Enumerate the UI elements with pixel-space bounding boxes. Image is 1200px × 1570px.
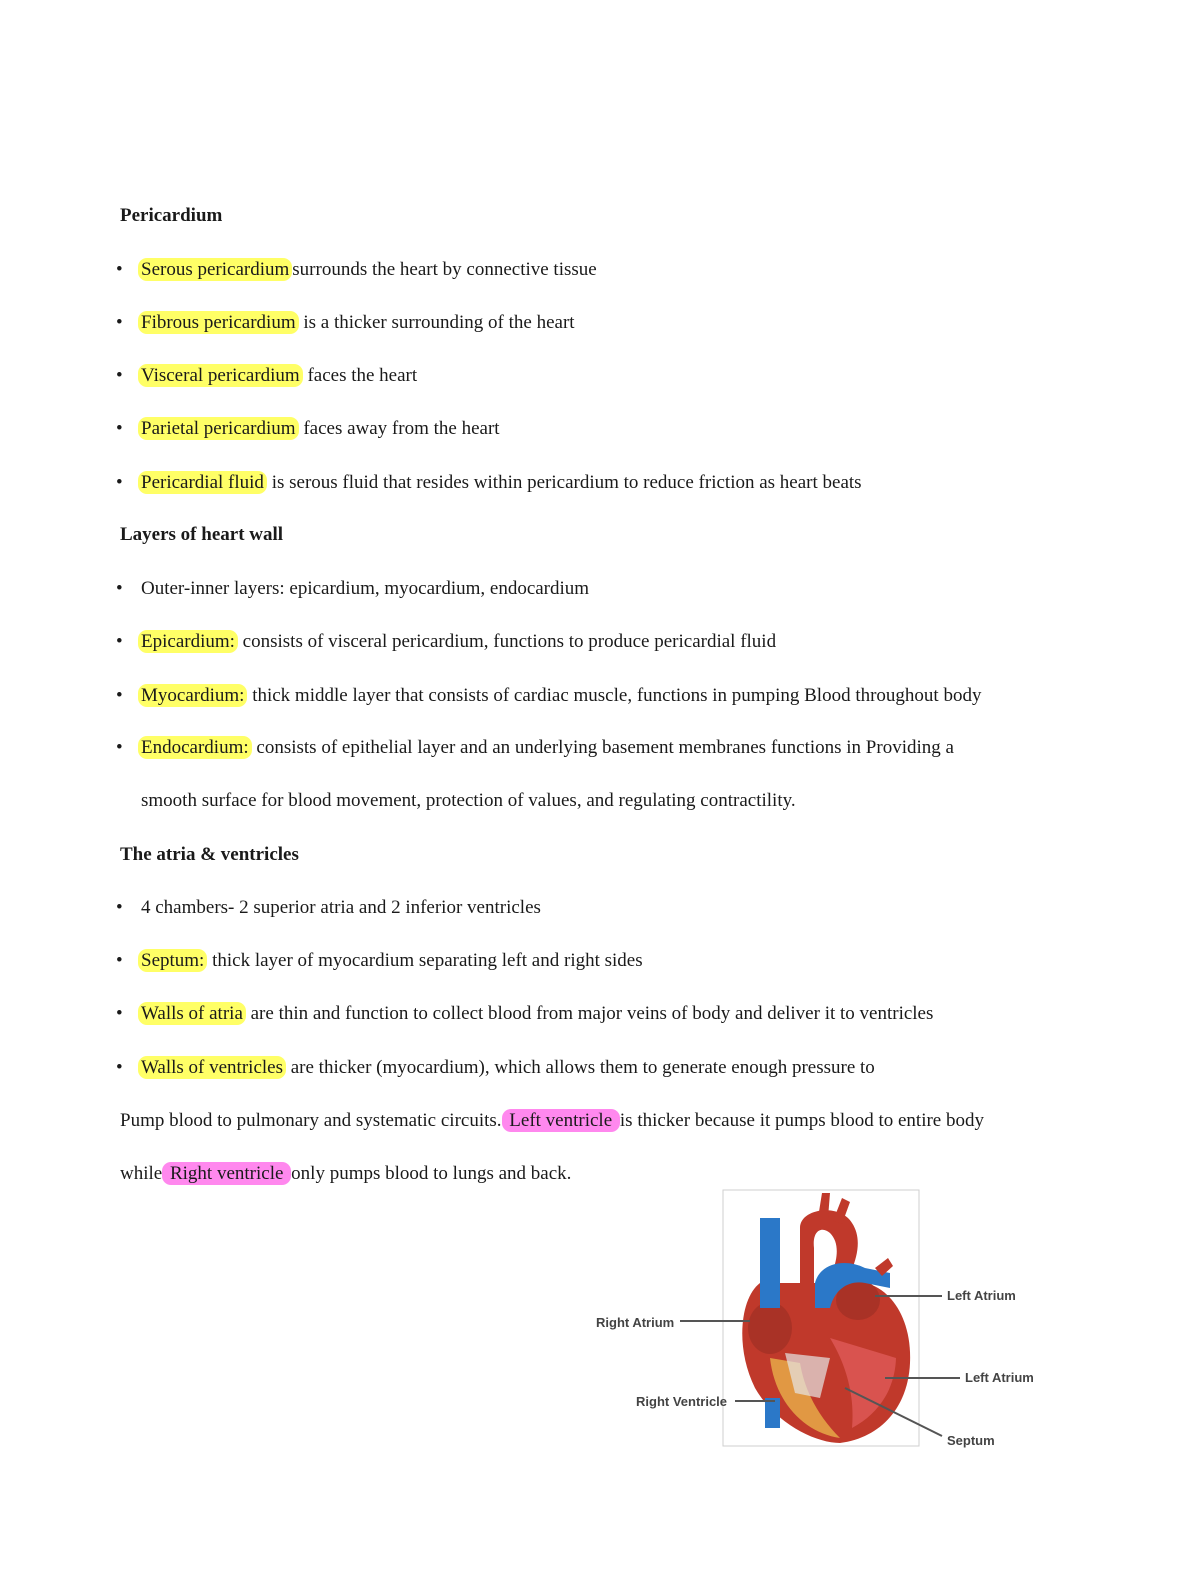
bullet: • (116, 737, 123, 758)
highlighted-term: Walls of ventricles (138, 1056, 286, 1079)
item-text: 4 chambers- 2 superior atria and 2 inferior ventricles (141, 897, 541, 918)
label-left-atrium: Left Atrium (947, 1288, 1016, 1303)
bullet: • (116, 631, 123, 652)
item-text: are thicker (myocardium), which allows them to generate enough pressure to (285, 1057, 875, 1078)
paragraph-text: only pumps blood to lungs and back. (291, 1163, 572, 1184)
label-left-atrium-lower: Left Atrium (965, 1370, 1034, 1385)
item-text: surrounds the heart by connective tissue (292, 259, 597, 280)
item-text: thick layer of myocardium separating left and right sides (207, 950, 643, 971)
paragraph-text: Pump blood to pulmonary and systematic circuits. (120, 1110, 502, 1131)
paragraph-line (120, 1109, 984, 1133)
item-text: thick middle layer that consists of cardiac muscle, functions in pumping Blood throughout body (247, 685, 982, 706)
highlighted-term: Walls of atria (138, 1002, 246, 1025)
item-text: consists of epithelial layer and an underlying basement membranes functions in Providing a (251, 737, 954, 758)
bullet: • (116, 472, 123, 493)
highlighted-term: Pericardial fluid (138, 471, 267, 494)
bullet: • (116, 365, 123, 386)
label-right-atrium: Right Atrium (596, 1315, 675, 1330)
paragraph-text: is thicker because it pumps blood to entire body (619, 1110, 984, 1131)
item-text: is serous fluid that resides within pericardium to reduce friction as heart beats (266, 472, 862, 493)
bullet: • (116, 312, 123, 333)
item-text: faces the heart (302, 365, 418, 386)
heading-pericardium: Pericardium (120, 205, 223, 226)
highlighted-term: Visceral pericardium (138, 364, 303, 387)
item-text: is a thicker surrounding of the heart (298, 312, 575, 333)
bullet: • (116, 578, 123, 599)
label-right-ventricle: Right Ventricle (636, 1394, 728, 1409)
paragraph-line (120, 1162, 571, 1186)
item-continuation: smooth surface for blood movement, protection of values, and regulating contractility. (141, 790, 796, 811)
bullet: • (116, 1057, 123, 1078)
heading-atria-ventricles: The atria & ventricles (120, 844, 299, 865)
highlighted-term: Fibrous pericardium (138, 311, 299, 334)
item-text: Outer-inner layers: epicardium, myocardium, endocardium (141, 578, 590, 599)
item-text: consists of visceral pericardium, functions to produce pericardial fluid (237, 631, 777, 652)
bullet: • (116, 259, 123, 280)
heading-layers-of-heart-wall: Layers of heart wall (120, 524, 284, 545)
item-text: faces away from the heart (298, 418, 500, 439)
item-text: are thin and function to collect blood from major veins of body and deliver it to ventricles (245, 1003, 934, 1024)
highlighted-term: Septum: (138, 949, 207, 972)
highlighted-term: Endocardium: (138, 736, 252, 759)
bullet: • (116, 418, 123, 439)
highlighted-term: Myocardium: (138, 684, 247, 707)
bullet: • (116, 950, 123, 971)
heart-illustration-icon (742, 1193, 910, 1443)
highlighted-term: Serous pericardium (138, 258, 292, 281)
label-septum: Septum (947, 1433, 995, 1448)
bullet: • (116, 685, 123, 706)
highlighted-term: Left ventricle (502, 1109, 620, 1132)
bullet: • (116, 1003, 123, 1024)
highlighted-term: Parietal pericardium (138, 417, 299, 440)
highlighted-term: Right ventricle (162, 1162, 291, 1185)
bullet: • (116, 897, 123, 918)
heart-diagram (590, 1188, 1050, 1452)
highlighted-term: Epicardium: (138, 630, 238, 653)
paragraph-text: while (120, 1163, 163, 1184)
